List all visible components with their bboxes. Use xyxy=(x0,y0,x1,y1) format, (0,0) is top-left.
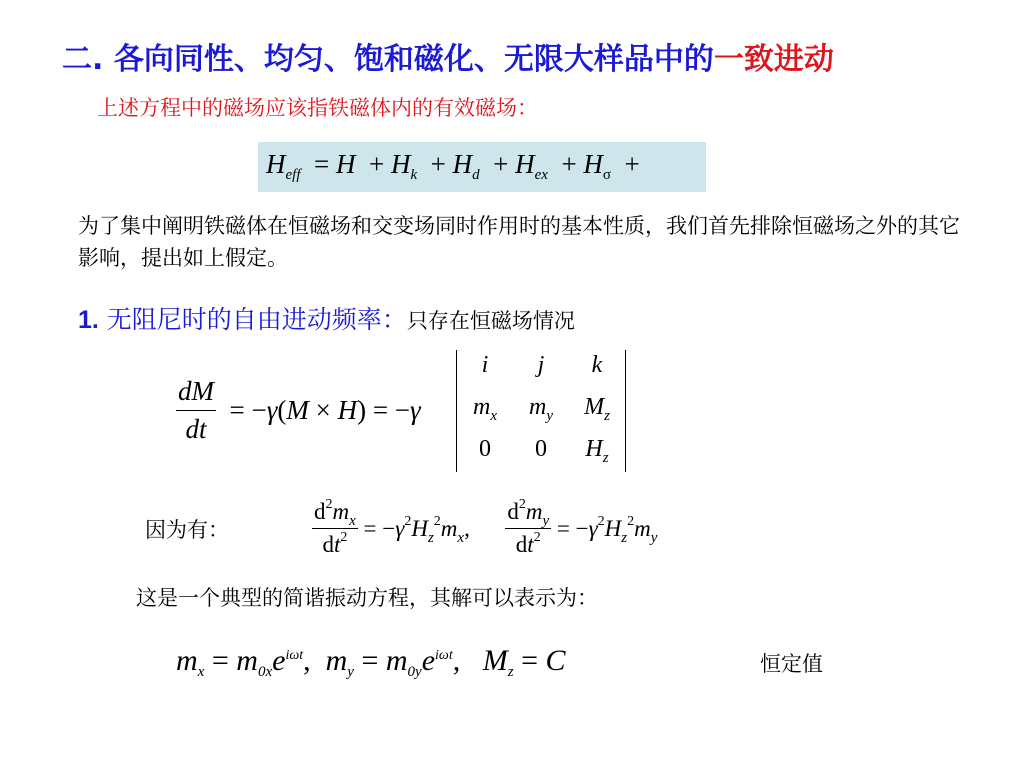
intro-paragraph: 为了集中阐明铁磁体在恒磁场和交变场同时作用时的基本性质，我们首先排除恒磁场之外的其它影响，提出如上假定。 xyxy=(78,214,960,270)
det-cell-k: k xyxy=(591,352,603,378)
title-prefix: 二. xyxy=(62,42,104,77)
det-cell-mx: $m_x$ xyxy=(472,394,497,424)
constant-value-note: 恒定值 xyxy=(760,652,823,676)
solution-equation: $m_x = m_{0x}e^{i\omega t}$, $m_y = m_{0y}e^{i\omega t}$, $M_z = C$ xyxy=(176,644,566,680)
d2my-dt2-fraction: $\frac{d^2m_y}{dt^2}$ xyxy=(507,497,550,557)
det-cell-Mz: $M_z$ xyxy=(584,394,610,424)
section-number: 1. xyxy=(78,306,99,334)
d2mx-dt2-fraction: $\frac{d^2m_x}{dt^2}$ xyxy=(314,497,356,557)
section-note: 只存在恒磁场情况 xyxy=(406,309,575,333)
det-cell-i: i xyxy=(481,352,489,378)
slide-title xyxy=(62,34,834,78)
harmonic-oscillation-label: 这是一个典型的简谐振动方程，其解可以表示为： xyxy=(136,586,598,610)
det-cell-Hz: $H_z$ xyxy=(585,436,609,466)
det-cell-my: $m_y$ xyxy=(528,394,553,424)
section-heading: 1. 无阻尼时的自由进动频率：只存在恒磁场情况 xyxy=(78,305,575,334)
effective-field-equation: $H_{eff} = H + H_k + H_d + H_{ex} + H_\sigma$ + xyxy=(266,149,640,183)
title-main: 各向同性、均匀、饱和磁化、无限大样品中的 xyxy=(103,42,714,77)
because-label: 因为有： xyxy=(145,518,229,542)
section-title: 无阻尼时的自由进动频率 xyxy=(98,305,382,334)
title-highlight: 一致进动 xyxy=(713,42,834,77)
cross-product-determinant xyxy=(456,350,626,472)
second-order-equations: $\frac{d^2m_x}{dt^2}$ = $-\gamma^2H_z^2m_x$, $\frac{d^2m_y}{dt^2}$ = $-\gamma^2H_z^2m_y$ xyxy=(314,497,658,557)
dM-dt-fraction: $\frac{dM}{dt}$ xyxy=(178,376,214,444)
det-cell-j: j xyxy=(537,352,545,378)
det-cell-0a: 0 xyxy=(479,436,491,462)
motion-equation: $\frac{dM}{dt}$ = −γ(M × H) = −γ xyxy=(178,376,421,444)
subtitle: 上述方程中的磁场应该指铁磁体内的有效磁场： xyxy=(97,96,538,120)
det-cell-0b: 0 xyxy=(535,436,547,462)
